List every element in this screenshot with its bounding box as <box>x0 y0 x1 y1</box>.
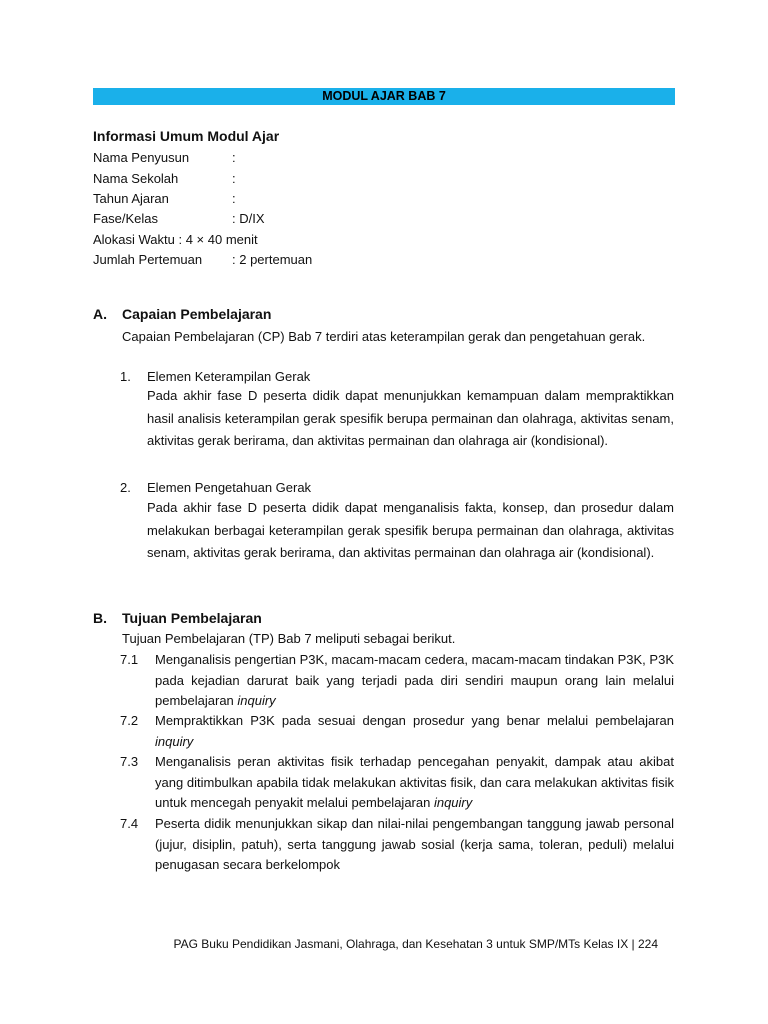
tp-text-body: Menganalisis pengertian P3K, macam-macam cedera, macam-macam tindakan P3K, P3K pada kejadian darurat baik yang terjadi pada diri sendiri maupun orang lain melalui pembelajaran <box>155 652 674 708</box>
tp-text <box>155 711 674 752</box>
module-title: MODUL AJAR BAB 7 <box>322 89 446 103</box>
tp-text-body: Menganalisis peran aktivitas fisik terhadap pencegahan penyakit, dampak atau akibat yang ditimbulkan apabila tidak melakukan aktivitas fisik, dan cara melakukan aktivitas fisik untuk mencegah penyakit melalui pembelajaran <box>155 754 674 810</box>
list-item-title: Elemen Keterampilan Gerak <box>147 369 311 384</box>
info-label: Nama Penyusun <box>93 150 190 165</box>
info-value: : D/IX <box>232 211 265 226</box>
list-item-title: Elemen Pengetahuan Gerak <box>147 480 312 495</box>
info-heading: Informasi Umum Modul Ajar <box>93 128 280 144</box>
info-label: Alokasi Waktu : 4 × 40 menit <box>93 232 258 247</box>
module-title-bar <box>93 88 675 105</box>
list-item-text: Pada akhir fase D peserta didik dapat menunjukkan kemampuan dalam mempraktikkan hasil analisis keterampilan gerak spesifik berupa permainan dan olahraga, aktivitas senam, aktivitas gerak berirama, dan aktivitas permainan dan olahraga air (kondisional). <box>147 388 674 448</box>
info-label: Fase/Kelas <box>93 211 159 226</box>
section-letter: A. <box>93 306 107 322</box>
info-value: : <box>232 170 236 186</box>
tp-text-body: Mempraktikkan P3K pada sesuai dengan prosedur yang benar melalui pembelajaran <box>155 713 674 728</box>
tp-text <box>155 650 674 712</box>
info-label: Tahun Ajaran <box>93 191 169 206</box>
section-a-heading <box>93 306 271 322</box>
info-row <box>93 251 312 269</box>
tp-text-body: Peserta didik menunjukkan sikap dan nilai-nilai pengembangan tanggung jawab personal (jujur, disiplin, patuh), serta tanggung jawab sosial (kerja sama, toleran, peduli) melalui penugasan secara berkelompok <box>155 816 674 872</box>
tp-number: 7.4 <box>120 816 139 831</box>
info-value: : 2 pertemuan <box>232 252 313 267</box>
section-title: Capaian Pembelajaran <box>122 306 272 322</box>
tp-number: 7.3 <box>120 754 139 769</box>
tp-text-emphasis: inquiry <box>237 693 276 708</box>
list-number: 2. <box>120 480 131 495</box>
info-row <box>93 231 258 249</box>
info-row <box>93 190 236 208</box>
section-letter: B. <box>93 610 107 626</box>
section-title: Tujuan Pembelajaran <box>122 610 262 626</box>
info-value: : <box>232 150 236 165</box>
tp-number: 7.2 <box>120 713 139 728</box>
info-row <box>93 210 265 228</box>
info-label: Jumlah Pertemuan <box>93 252 203 267</box>
tp-text <box>155 752 674 814</box>
section-a-intro: Capaian Pembelajaran (CP) Bab 7 terdiri atas keterampilan gerak dan pengetahuan gerak. <box>122 329 646 344</box>
info-row <box>93 170 236 188</box>
tp-text-emphasis: inquiry <box>155 733 194 749</box>
section-b-intro: Tujuan Pembelajaran (TP) Bab 7 meliputi sebagai berikut. <box>122 631 456 646</box>
info-label: Nama Sekolah <box>93 170 179 186</box>
info-row <box>93 149 236 167</box>
page-footer: PAG Buku Pendidikan Jasmani, Olahraga, dan Kesehatan 3 untuk SMP/MTs Kelas IX | 224 <box>173 937 658 951</box>
section-b-heading <box>93 610 262 626</box>
list-number: 1. <box>120 369 131 384</box>
tp-text <box>155 814 674 876</box>
tp-number: 7.1 <box>120 652 139 667</box>
list-item-text: Pada akhir fase D peserta didik dapat menganalisis fakta, konsep, dan prosedur dalam melakukan berbagai keterampilan gerak spesifik berupa permainan dan olahraga, aktivitas senam, aktivitas gerak berirama, dan aktivitas permainan dan olahraga air (kondisional). <box>147 500 674 560</box>
info-value: : <box>232 191 236 206</box>
tp-text-emphasis: inquiry <box>433 795 473 810</box>
